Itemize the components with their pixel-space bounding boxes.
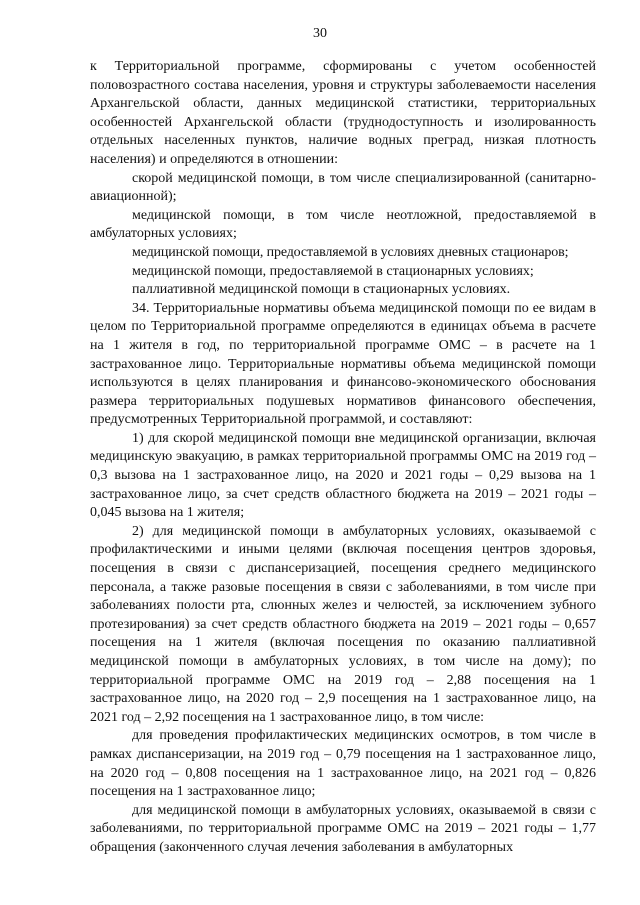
paragraph-intro: к Территориальной программе, сформированы с учетом особенностей половозрастного состава населения, уровня и структуры заболеваемости населения Архангельской области, данных медицинской статистики, территориальных особенностей Архангельской области (труднодоступность и изолированность отдельных населенных пунктов, наличие водных преград, низкая плотность населения) и определяются в отношении: [90,59,596,167]
paragraph-item-2: 2) для медицинской помощи в амбулаторных условиях, оказываемой с профилактическими и иными целями (включая посещения центров здоровья, посещения в связи с диспансеризацией, посещения среднего медицинского персонала, а также разовые посещения в связи с заболеваниями, в том числе при заболеваниях полости рта, слюнных желез и челюстей, за исключением зубного протезирования) за счет средств областного бюджета на 2019 – 2021 годы – 0,657 посещения на 1 жителя (включая посещения по оказанию паллиативной медицинской помощи в амбулаторных условиях, в том числе на дому); по территориальной программе ОМС на 2019 год – 2,88 посещения на 1 застрахованное лицо, на 2020 год – 2,9 посещения на 1 застрахованное лицо, на 2021 год – 2,92 посещения на 1 застрахованное лицо, в том числе: [90,523,596,725]
paragraph-34: 34. Территориальные нормативы объема медицинской помощи по ее видам в целом по Территориальной программе определяются в единицах объема в расчете на 1 жителя в год, по территориальной программе ОМС – в расчете на 1 застрахованное лицо. Территориальные нормативы объема медицинской помощи используются в целях планирования и финансово-экономического обоснования размера территориальных подушевых нормативов финансового обеспечения, предусмотренных Территориальной программой, и составляют: [90,300,596,428]
paragraph-preventive-exams: для проведения профилактических медицинских осмотров, в том числе в рамках диспансеризации, на 2019 год – 0,79 посещения на 1 застрахованное лицо, на 2020 год – 0,808 посещения на 1 застрахованное лицо, на 2021 год – 0,826 посещения на 1 застрахованное лицо; [90,728,596,800]
paragraph-disease-visits: для медицинской помощи в амбулаторных условиях, оказываемой в связи с заболеваниями, по территориальной программе ОМС на 2019 – 2021 годы – 1,77 обращения (законченного случая лечения заболевания в амбулаторных [90,802,596,855]
list-item-day-hospital: медицинской помощи, предоставляемой в условиях дневных стационаров; [132,244,569,260]
page-number: 30 [313,26,327,41]
list-item-palliative: паллиативной медицинской помощи в стационарных условиях. [132,282,511,298]
document-body [90,58,596,858]
list-item-inpatient: медицинской помощи, предоставляемой в стационарных условиях; [132,263,534,279]
paragraph-item-1: 1) для скорой медицинской помощи вне медицинской организации, включая медицинскую эвакуацию, в рамках территориальной программы ОМС на 2019 год – 0,3 вызова на 1 застрахованное лицо, на 2020 и 2021 годы – 0,29 вызова на 1 застрахованное лицо, за счет средств областного бюджета на 2019 – 2021 годы – 0,045 вызова на 1 жителя; [90,430,596,521]
list-item-outpatient: медицинской помощи, в том числе неотложной, предоставляемой в амбулаторных условиях; [90,207,596,242]
list-item-ambulance: скорой медицинской помощи, в том числе специализированной (санитарно-авиационной); [90,170,596,205]
